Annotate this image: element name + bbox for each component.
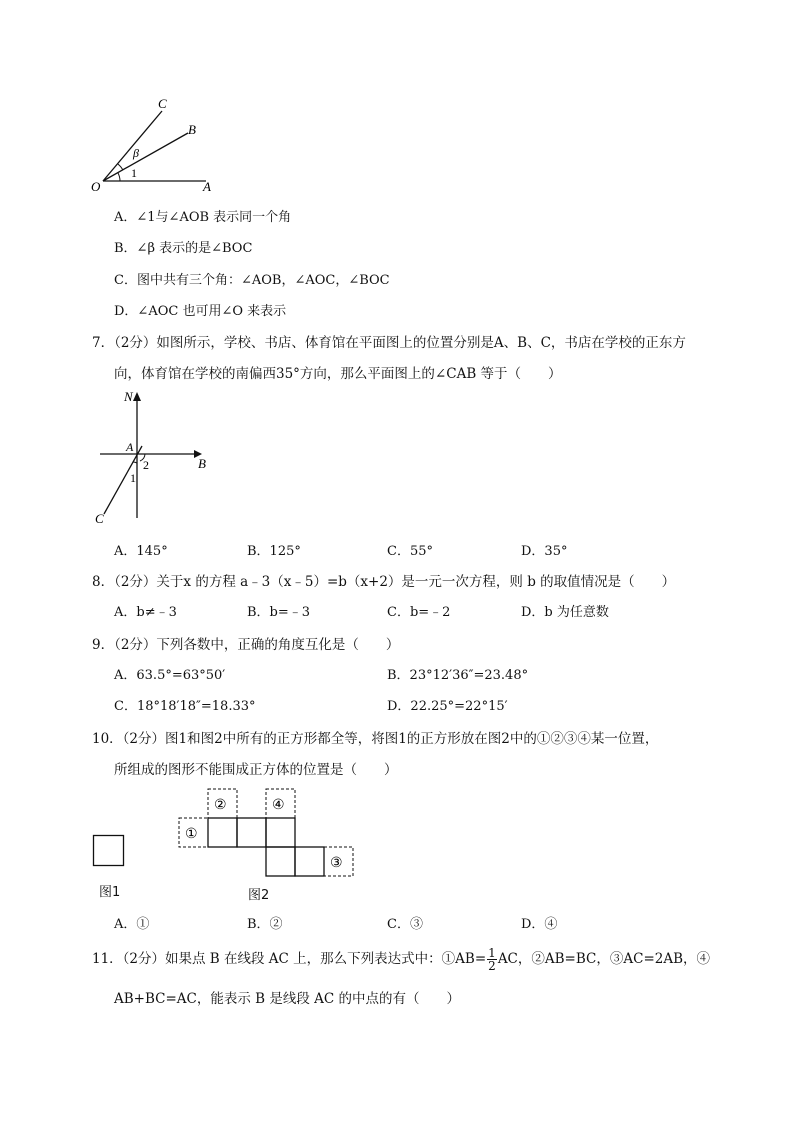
q9-option-a: A．63.5°=63°50′ [114,668,226,683]
label-c: C [95,511,104,526]
label-o: O [91,179,101,194]
figure-1-caption: 图1 [99,885,121,900]
angle-figure-q6 [88,95,218,195]
q7-option-c: C．55° [387,544,433,559]
label-a: A [126,440,134,454]
net-square [266,818,295,847]
q8-option-a: A．b≠﹣3 [114,605,177,620]
fraction-denominator: 2 [488,959,496,973]
label-b: B [198,456,206,471]
figure-2-net [175,786,360,881]
north-arrowhead [133,392,141,401]
q6-option-c: C．图中共有三个角：∠AOB，∠AOC，∠BOC [114,273,390,288]
q11-stem-line2: AB+BC=AC，能表示 B 是线段 AC 的中点的有（ ） [114,991,461,1007]
q7-option-d: D．35° [521,544,568,559]
label-beta: β [133,146,139,160]
net-square [237,818,266,847]
q8-option-b: B．b=﹣3 [247,605,311,620]
q8-option-d: D．b 为任意数 [521,605,609,620]
net-square [266,847,295,876]
label-a: A [203,179,211,194]
q9-stem: 9．（2分）下列各数中，正确的角度互化是（ ） [92,637,400,653]
figure-2-caption: 图2 [248,888,270,903]
q10-option-a: A．① [114,917,150,932]
q9-option-b: B．23°12′36″=23.48° [387,668,529,683]
net-square [295,847,324,876]
label-angle-1: 1 [130,471,136,485]
q6-option-d: D．∠AOC 也可用∠O 来表示 [114,304,287,319]
fraction-numerator: 1 [488,946,496,960]
q6-option-b: B．∠β 表示的是∠BOC [114,241,253,256]
q8-stem: 8．（2分）关于x 的方程 a﹣3（x﹣5）=b（x+2）是一元一次方程，则 b 的取值情况是（ ） [92,574,676,590]
q7-stem-line1: 7．（2分）如图所示，学校、书店、体育馆在平面图上的位置分别是A、B、C，书店在学校的正东方 [92,335,686,351]
q10-option-d: D．④ [521,917,558,932]
circled-3: ③ [330,856,343,871]
ray-ac [104,446,142,514]
label-b: B [188,122,196,137]
single-square [94,836,124,866]
label-n: N [124,389,133,404]
q11-prefix: 11．（2分）如果点 B 在线段 AC 上，那么下列表达式中：①AB= [92,951,487,967]
q9-option-c: C．18°18′18″=18.33° [114,699,256,714]
q7-option-b: B．125° [247,544,301,559]
q9-option-d: D．22.25°=22°15′ [387,699,508,714]
ray-ob [103,133,188,181]
label-angle-2: 2 [143,458,149,472]
fraction-one-half [487,947,497,972]
label-angle-1: 1 [131,166,137,180]
q11-suffix: AC，②AB=BC，③AC=2AB，④ [497,951,711,967]
q10-option-b: B．② [247,917,283,932]
q7-stem-line2: 向，体育馆在学校的南偏西35°方向，那么平面图上的∠CAB 等于（ ） [114,366,562,382]
circled-2: ② [214,798,227,813]
q11-stem-line1 [92,945,710,973]
q7-option-a: A．145° [114,544,168,559]
compass-figure-q7 [90,386,220,532]
q8-option-c: C．b=﹣2 [387,605,451,620]
q10-stem-line1: 10．（2分）图1和图2中所有的正方形都全等，将图1的正方形放在图2中的①②③④某一位置， [92,731,659,747]
label-c: C [158,96,167,111]
q10-option-c: C．③ [387,917,423,932]
circled-4: ④ [272,798,285,813]
arc-angle-1 [118,173,120,181]
arc-angle-beta [118,164,123,170]
q10-stem-line2: 所组成的图形不能围成正方体的位置是（ ） [114,762,398,778]
q6-option-a: A．∠1与∠AOB 表示同一个角 [114,210,292,225]
figure-1-square [92,834,128,870]
net-square [208,818,237,847]
circled-1: ① [185,827,198,842]
